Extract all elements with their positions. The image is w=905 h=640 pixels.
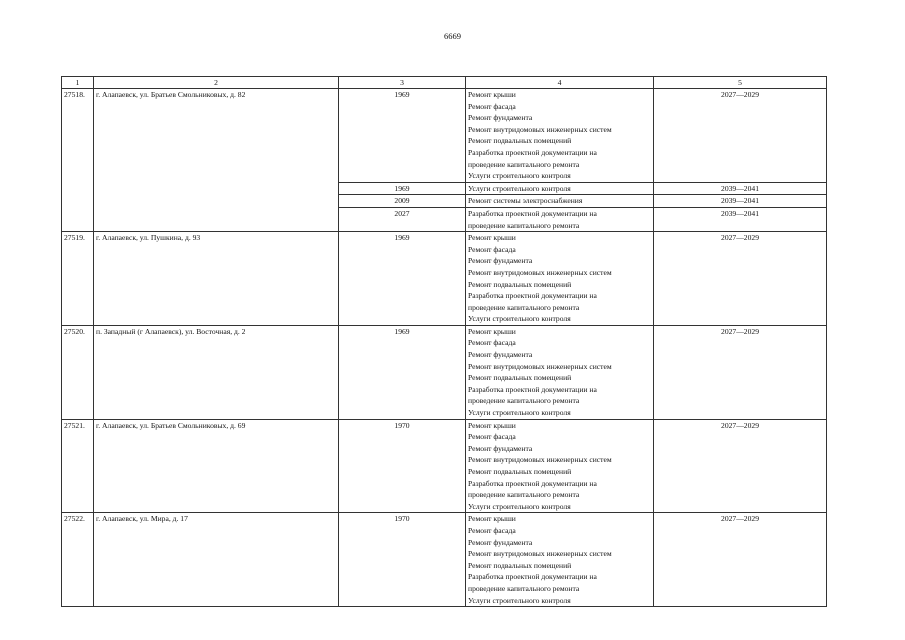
record-works	[466, 182, 654, 195]
work-item: Ремонт фундамента	[468, 113, 533, 123]
work-item: Ремонт внутридомовых инженерных систем	[468, 549, 612, 559]
work-item: Услуги строительного контроля	[468, 314, 571, 324]
work-item: Ремонт фасада	[468, 244, 516, 254]
table-row	[62, 325, 827, 419]
work-item: Услуги строительного контроля	[468, 595, 571, 605]
column-header: 5	[654, 77, 827, 89]
work-item: Разработка проектной документации на	[468, 208, 597, 218]
work-item: Ремонт внутридомовых инженерных систем	[468, 361, 612, 371]
work-item: Ремонт фасада	[468, 101, 516, 111]
work-item: Разработка проектной документации на	[468, 384, 597, 394]
record-works	[466, 325, 654, 419]
work-item: Ремонт крыши	[468, 514, 516, 524]
work-item: Услуги строительного контроля	[468, 408, 571, 418]
record-year: 1970	[339, 513, 466, 607]
work-item: Ремонт подвальных помещений	[468, 560, 572, 570]
work-item: Ремонт фасада	[468, 432, 516, 442]
work-item: Ремонт подвальных помещений	[468, 279, 572, 289]
record-period: 2027—2029	[654, 513, 827, 607]
work-item: Ремонт фундамента	[468, 350, 533, 360]
column-header-row	[62, 77, 827, 89]
record-period: 2027—2029	[654, 232, 827, 326]
work-item: Ремонт системы электроснабжения	[468, 196, 583, 206]
record-works	[466, 419, 654, 513]
work-item: Ремонт фундамента	[468, 256, 533, 266]
table-row	[62, 89, 827, 183]
work-item: Ремонт фасада	[468, 338, 516, 348]
record-works	[466, 232, 654, 326]
record-period: 2039—2041	[654, 207, 827, 231]
record-address: г. Алапаевск, ул. Мира, д. 17	[94, 513, 339, 607]
record-number: 27518.	[62, 89, 94, 232]
record-year: 1969	[339, 232, 466, 326]
record-number: 27520.	[62, 325, 94, 419]
column-header: 1	[62, 77, 94, 89]
work-item: Разработка проектной документации на	[468, 291, 597, 301]
work-item: Услуги строительного контроля	[468, 183, 571, 193]
record-number: 27521.	[62, 419, 94, 513]
record-works	[466, 207, 654, 231]
record-year: 1970	[339, 419, 466, 513]
work-item: Ремонт крыши	[468, 233, 516, 243]
record-address: г. Алапаевск, ул. Братьев Смольниковых, д. 82	[94, 89, 339, 232]
column-header: 4	[466, 77, 654, 89]
record-works	[466, 89, 654, 183]
page-number: 6669	[444, 31, 461, 41]
record-works	[466, 195, 654, 208]
work-item: проведение капитального ремонта	[468, 220, 580, 230]
record-number: 27519.	[62, 232, 94, 326]
record-period: 2039—2041	[654, 195, 827, 208]
work-item: Услуги строительного контроля	[468, 501, 571, 511]
work-item: Разработка проектной документации на	[468, 147, 597, 157]
work-item: проведение капитального ремонта	[468, 302, 580, 312]
record-year: 2027	[339, 207, 466, 231]
work-item: проведение капитального ремонта	[468, 583, 580, 593]
work-item: Ремонт крыши	[468, 90, 516, 99]
column-header: 3	[339, 77, 466, 89]
table-row	[62, 232, 827, 326]
table-row	[62, 419, 827, 513]
record-number: 27522.	[62, 513, 94, 607]
repair-schedule-table	[61, 76, 827, 607]
record-period: 2027—2029	[654, 419, 827, 513]
work-item: Ремонт фасада	[468, 525, 516, 535]
record-period: 2027—2029	[654, 89, 827, 183]
record-year: 1969	[339, 325, 466, 419]
work-item: Ремонт крыши	[468, 420, 516, 430]
table-body	[62, 77, 827, 607]
record-year: 1969	[339, 89, 466, 183]
record-address: г. Алапаевск, ул. Братьев Смольниковых, д. 69	[94, 419, 339, 513]
record-address: г. Алапаевск, ул. Пушкина, д. 93	[94, 232, 339, 326]
work-item: Ремонт подвальных помещений	[468, 136, 572, 146]
record-period: 2027—2029	[654, 325, 827, 419]
work-item: Ремонт внутридомовых инженерных систем	[468, 267, 612, 277]
work-item: Ремонт фундамента	[468, 443, 533, 453]
work-item: Ремонт крыши	[468, 326, 516, 336]
record-works	[466, 513, 654, 607]
table-row	[62, 513, 827, 607]
work-item: Ремонт подвальных помещений	[468, 373, 572, 383]
record-year: 2009	[339, 195, 466, 208]
work-item: Ремонт внутридомовых инженерных систем	[468, 124, 612, 134]
work-item: Услуги строительного контроля	[468, 171, 571, 181]
record-period: 2039—2041	[654, 182, 827, 195]
column-header: 2	[94, 77, 339, 89]
record-address: п. Западный (г Алапаевск), ул. Восточная, д. 2	[94, 325, 339, 419]
work-item: Ремонт внутридомовых инженерных систем	[468, 455, 612, 465]
work-item: Ремонт фундамента	[468, 537, 533, 547]
work-item: Ремонт подвальных помещений	[468, 467, 572, 476]
record-year: 1969	[339, 182, 466, 195]
work-item: проведение капитального ремонта	[468, 159, 580, 169]
work-item: Разработка проектной документации на	[468, 478, 597, 488]
work-item: Разработка проектной документации на	[468, 572, 597, 582]
work-item: проведение капитального ремонта	[468, 490, 580, 500]
work-item: проведение капитального ремонта	[468, 396, 580, 406]
